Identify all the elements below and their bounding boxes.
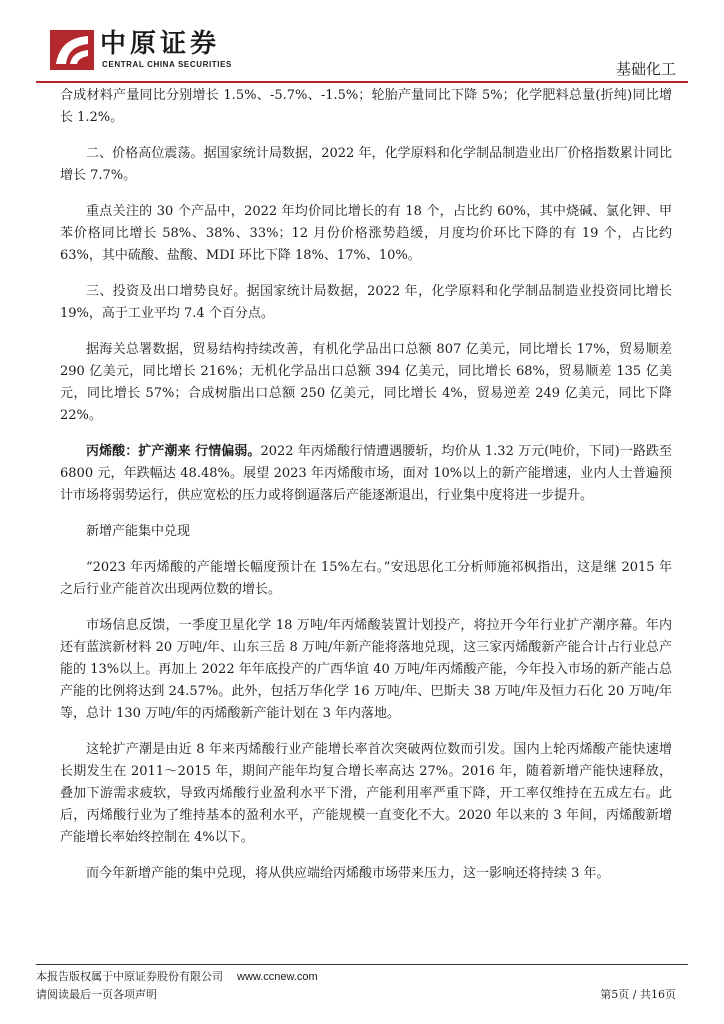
company-logo-icon — [50, 30, 94, 70]
paragraph — [60, 441, 672, 507]
disclaimer-note: 请阅读最后一页各项声明 — [36, 988, 157, 1001]
paragraph: 而今年新增产能的集中兑现，将从供应端给丙烯酸市场带来压力，这一影响还将持续 3 年。 — [86, 866, 610, 881]
header-divider — [36, 81, 688, 83]
page-header — [0, 0, 724, 84]
paragraph-lead: 丙烯酸：扩产潮来 行情偏弱。 — [86, 444, 261, 459]
paragraph: 据海关总署数据，贸易结构持续改善，有机化学品出口总额 807 亿美元，同比增长 17%，贸易顺差 290 亿美元，同比增长 216%；无机化学品出口总额 394 亿美元，同比增长 68%，贸易顺差 135 亿美元，同比增长 57%；合成树脂出口总额 250 亿美元，同比增长 4%，贸易逆差 249 亿美元，同比下降 22%。 — [60, 342, 672, 423]
report-body — [60, 85, 672, 885]
paragraph: 这轮扩产潮是由近 8 年来丙烯酸行业产能增长率首次突破两位数而引发。国内上轮丙烯酸产能快速增长期发生在 2011～2015 年，期间产能年均复合增长率高达 27%。2016 年，随着新增产能快速释放，叠加下游需求疲软，导致丙烯酸行业盈利水平下滑，产能利用率严重下降，开工率仅维持在五成左右。此后，丙烯酸行业为了维持基本的盈利水平，产能规模一直变化不大。2020 年以来的 3 年间，丙烯酸新增产能增长率始终控制在 4%以下。 — [60, 742, 672, 845]
subheading: 新增产能集中兑现 — [86, 524, 191, 539]
logo-text-cn: 中原证券 — [100, 29, 221, 59]
section-title: 基础化工 — [615, 60, 676, 78]
website-link[interactable]: www.ccnew.com — [237, 971, 318, 983]
footer-divider — [36, 964, 688, 965]
page-number: 第5页 / 共16页 — [600, 988, 676, 1001]
paragraph-text: 2022 年丙烯酸行情遭遇腰斩，均价从 1.32 万元(吨价，下同)一路跌至 6800 元，年跌幅达 48.48%。展望 2023 年丙烯酸市场，面对 10%以上的新产能增速，业内人士普遍预计市场将弱势运行，供应宽松的压力或将倒逼落后产能逐渐退出，行业集中度将进一步提升。 — [60, 444, 672, 503]
paragraph: “2023 年丙烯酸的产能增长幅度预计在 15%左右。”安迅思化工分析师施祁枫指出，这是继 2015 年之后行业产能首次出现两位数的增长。 — [60, 560, 672, 597]
paragraph: 三、投资及出口增势良好。据国家统计局数据，2022 年，化学原料和化学制品制造业投资同比增长 19%，高于工业平均 7.4 个百分点。 — [60, 284, 672, 321]
copyright-notice: 本报告版权属于中原证券股份有限公司 — [36, 970, 223, 983]
paragraph: 市场信息反馈，一季度卫星化学 18 万吨/年丙烯酸装置计划投产，将拉开今年行业扩产潮序幕。年内还有蓝滨新材料 20 万吨/年、山东三岳 8 万吨/年新产能将落地兑现，这三家丙烯酸新产能合计占行业总产能的 13%以上。再加上 2022 年年底投产的广西华谊 40 万吨/年丙烯酸产能，今年投入市场的新产能占总产能的比例将达到 24.57%。此外，包括万华化学 16 万吨/年、巴斯夫 38 万吨/年及恒力石化 20 万吨/年等，总计 130 万吨/年的丙烯酸新产能计划在 3 年内落地。 — [60, 618, 672, 721]
logo-text-en: CENTRAL CHINA SECURITIES — [102, 60, 232, 69]
paragraph: 合成材料产量同比分别增长 1.5%、-5.7%、-1.5%；轮胎产量同比下降 5%；化学肥料总量(折纯)同比增长 1.2%。 — [60, 88, 672, 125]
paragraph: 重点关注的 30 个产品中，2022 年均价同比增长的有 18 个，占比约 60%，其中烧碱、氯化钾、甲苯价格同比增长 58%、38%、33%；12 月份价格涨势趋缓，月度均价环比下降的有 19 个，占比约 63%，其中硫酸、盐酸、MDI 环比下降 18%、17%、10%。 — [60, 204, 672, 263]
page-footer — [36, 968, 318, 1004]
paragraph: 二、价格高位震荡。据国家统计局数据，2022 年，化学原料和化学制品制造业出厂价格指数累计同比增长 7.7%。 — [60, 146, 672, 183]
